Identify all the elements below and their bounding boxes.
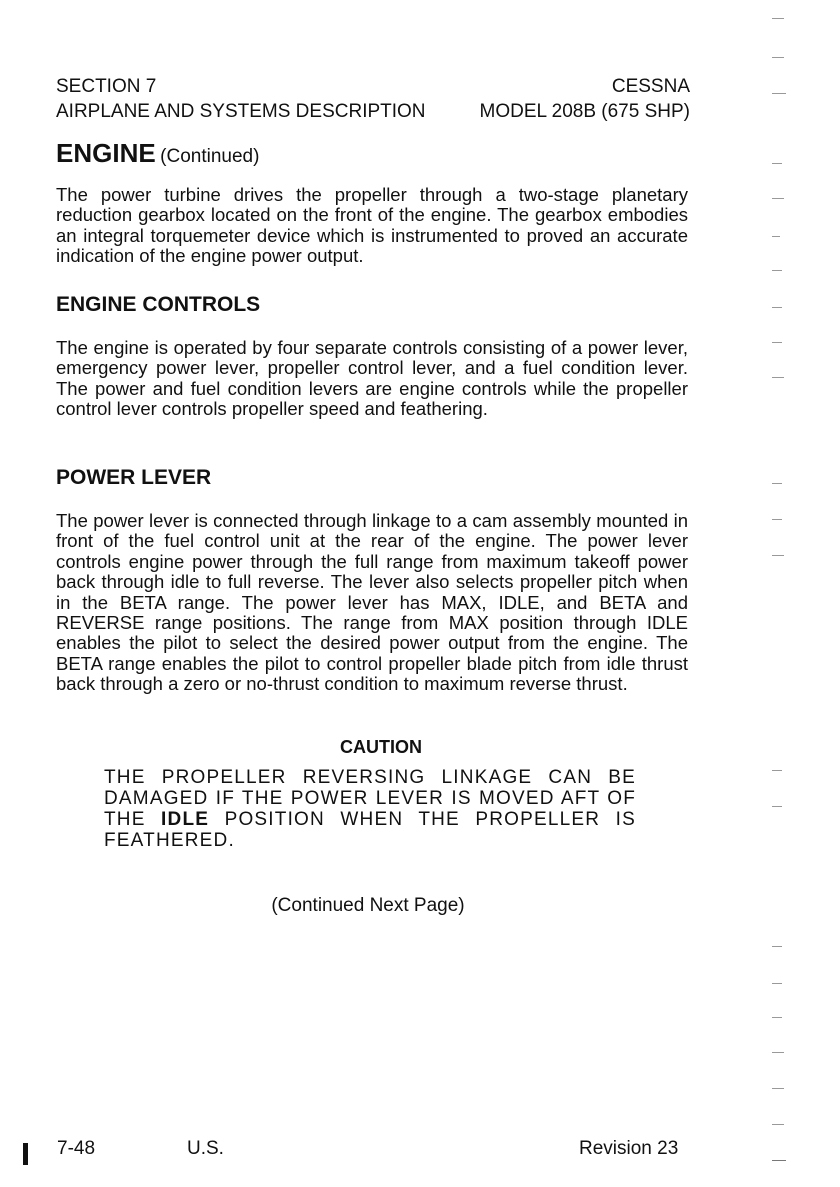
caution-heading: CAUTION — [340, 737, 422, 757]
scan-mark — [772, 1160, 786, 1161]
continued-note: (Continued Next Page) — [271, 895, 465, 916]
intro-paragraph: The power turbine drives the propeller through a two-stage planetary reduction gearbox located on the front of the engine. The gearbox embodies an integral torquemeter device which is instrumented to proved an accurate indication of the engine power output. — [56, 184, 688, 267]
scan-mark — [772, 770, 782, 771]
scan-mark — [772, 1052, 784, 1053]
scan-mark — [772, 1017, 782, 1018]
engine-controls-heading: ENGINE CONTROLS — [56, 293, 261, 316]
scan-mark — [772, 483, 782, 484]
revision-label: Revision 23 — [579, 1138, 679, 1159]
header-row-1 — [56, 74, 690, 99]
header-row-2 — [56, 99, 690, 124]
caution-text — [104, 767, 636, 851]
scan-mark — [772, 1124, 784, 1125]
section-title — [56, 138, 259, 169]
scan-mark — [772, 555, 784, 556]
scan-mark — [772, 1088, 784, 1089]
scan-mark — [772, 57, 784, 58]
scan-mark — [772, 983, 782, 984]
scan-mark — [772, 342, 782, 343]
model-label: MODEL 208B (675 SHP) — [479, 101, 690, 122]
section-label: SECTION 7 — [56, 76, 157, 97]
caution-text-before: THE PROPELLER REVERSING LINKAGE CAN BE DAMAGED IF THE POWER LEVER IS MOVED AFT OF THE — [104, 767, 636, 830]
scan-mark — [772, 236, 780, 237]
chapter-label: AIRPLANE AND SYSTEMS DESCRIPTION — [56, 101, 426, 122]
scan-mark — [772, 377, 784, 378]
page-number: 7-48 — [57, 1138, 96, 1159]
scan-mark — [772, 946, 782, 947]
section-title-suffix: (Continued) — [160, 146, 260, 167]
page-header — [56, 74, 690, 124]
scan-mark — [772, 93, 786, 94]
power-lever-paragraph: The power lever is connected through linkage to a cam assembly mounted in front of the fuel control unit at the rear of the engine. The power lever controls engine power through the full range from maximum takeoff power back through idle to full reverse. The lever also selects propeller pitch when in the BETA range. The power lever has MAX, IDLE, and BETA and REVERSE range positions. The range from MAX position through IDLE enables the pilot to select the desired power output from the engine. The BETA range enables the pilot to control propeller blade pitch from idle thrust back through a zero or no-thrust condition to maximum reverse thrust. — [56, 510, 688, 695]
manufacturer-label: CESSNA — [611, 76, 690, 97]
scan-mark — [772, 163, 782, 164]
caution-text-after: POSITION WHEN THE PROPELLER IS FEATHERED. — [104, 809, 636, 851]
region-label: U.S. — [187, 1138, 224, 1159]
engine-controls-paragraph: The engine is operated by four separate controls consisting of a power lever, emergency power lever, propeller control lever, and a fuel condition lever. The power and fuel condition levers are engine controls while the propeller control lever controls propeller speed and feathering. — [56, 337, 688, 420]
scan-mark — [772, 806, 782, 807]
caution-idle-emphasis: IDLE — [161, 809, 210, 830]
revision-bar — [23, 1143, 28, 1165]
power-lever-heading: POWER LEVER — [56, 466, 212, 489]
scan-mark — [772, 270, 782, 271]
scan-mark — [772, 18, 784, 19]
scan-mark — [772, 198, 784, 199]
section-title-main: ENGINE — [56, 138, 156, 168]
scan-mark — [772, 519, 782, 520]
scan-mark — [772, 307, 782, 308]
